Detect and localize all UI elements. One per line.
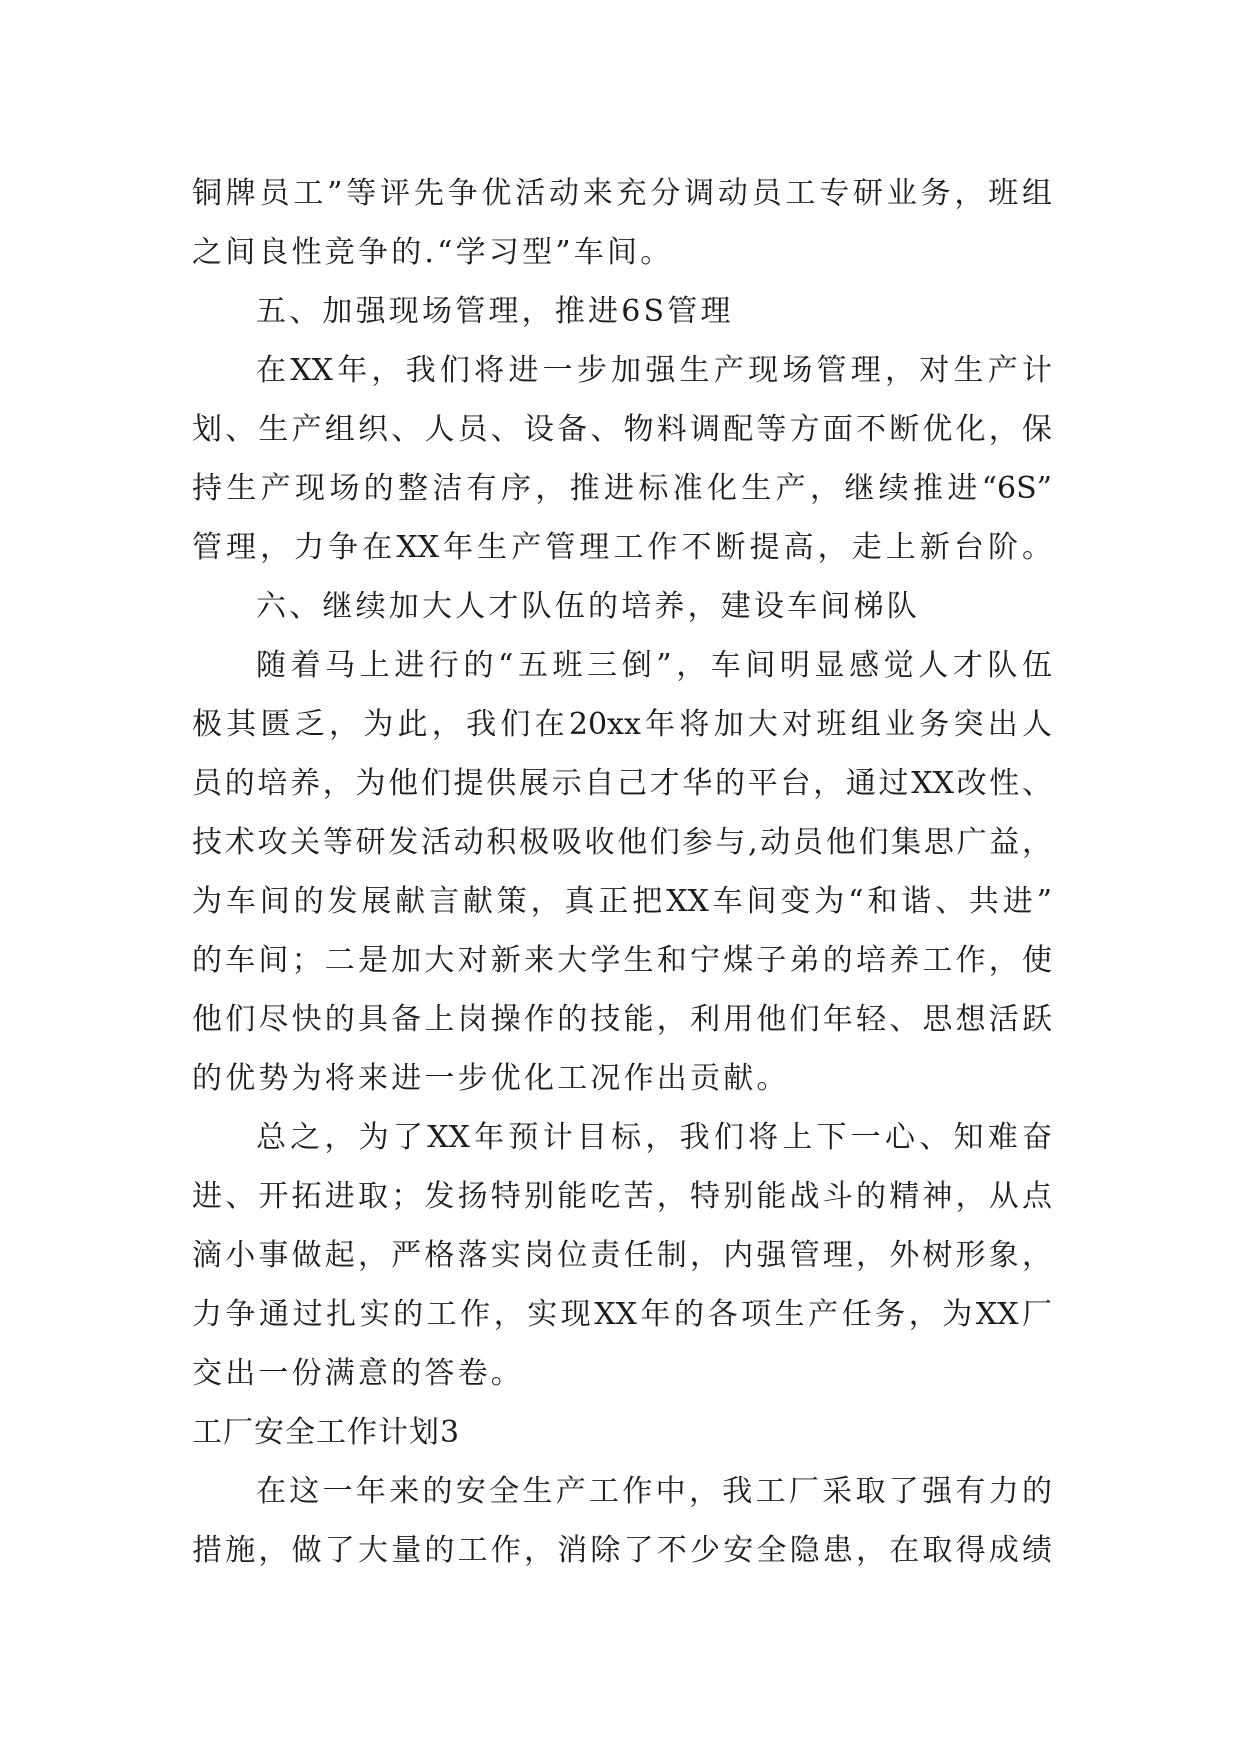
text-line: 技术攻关等研发活动积极吸收他们参与,动员他们集思广益， xyxy=(192,825,1052,860)
text-line: 管理，力争在XX年生产管理工作不断提高，走上新台阶。 xyxy=(192,530,1052,565)
document-body xyxy=(192,164,1052,1580)
document-title: 工厂安全工作计划3 xyxy=(192,1415,461,1450)
section-heading: 五、加强现场管理，推进6S管理 xyxy=(256,294,734,329)
text-line: 在这一年来的安全生产工作中，我工厂采取了强有力的 xyxy=(256,1474,1052,1509)
text-line: 员的培养，为他们提供展示自己才华的平台，通过XX改性、 xyxy=(192,766,1052,801)
text-line: 滴小事做起，严格落实岗位责任制，内强管理，外树形象， xyxy=(192,1238,1052,1273)
text-line: 进、开拓进取；发扬特别能吃苦，特别能战斗的精神，从点 xyxy=(192,1179,1052,1214)
text-line: 随着马上进行的“五班三倒”，车间明显感觉人才队伍 xyxy=(256,648,1052,683)
text-line: 交出一份满意的答卷。 xyxy=(192,1356,524,1391)
text-line: 极其匮乏，为此，我们在20xx年将加大对班组业务突出人 xyxy=(192,707,1052,742)
text-line: 在XX年，我们将进一步加强生产现场管理，对生产计 xyxy=(256,353,1052,388)
text-line: 的车间；二是加大对新来大学生和宁煤子弟的培养工作，使 xyxy=(192,943,1052,978)
text-line: 措施，做了大量的工作，消除了不少安全隐患，在取得成绩 xyxy=(192,1533,1052,1568)
text-line: 的优势为将来进一步优化工况作出贡献。 xyxy=(192,1061,790,1096)
section-heading: 六、继续加大人才队伍的培养，建设车间梯队 xyxy=(256,589,920,624)
text-line: 为车间的发展献言献策，真正把XX车间变为“和谐、共进” xyxy=(192,884,1052,919)
text-line: 力争通过扎实的工作，实现XX年的各项生产任务，为XX厂 xyxy=(192,1297,1052,1332)
text-line: 持生产现场的整洁有序，推进标准化生产，继续推进“6S” xyxy=(192,471,1052,506)
text-line: 他们尽快的具备上岗操作的技能，利用他们年轻、思想活跃 xyxy=(192,1002,1052,1037)
text-line: 铜牌员工”等评先争优活动来充分调动员工专研业务，班组 xyxy=(192,176,1052,211)
text-line: 总之，为了XX年预计目标，我们将上下一心、知难奋 xyxy=(256,1120,1052,1155)
text-line: 划、生产组织、人员、设备、物料调配等方面不断优化，保 xyxy=(192,412,1052,447)
text-line: 之间良性竞争的.“学习型”车间。 xyxy=(192,235,674,270)
